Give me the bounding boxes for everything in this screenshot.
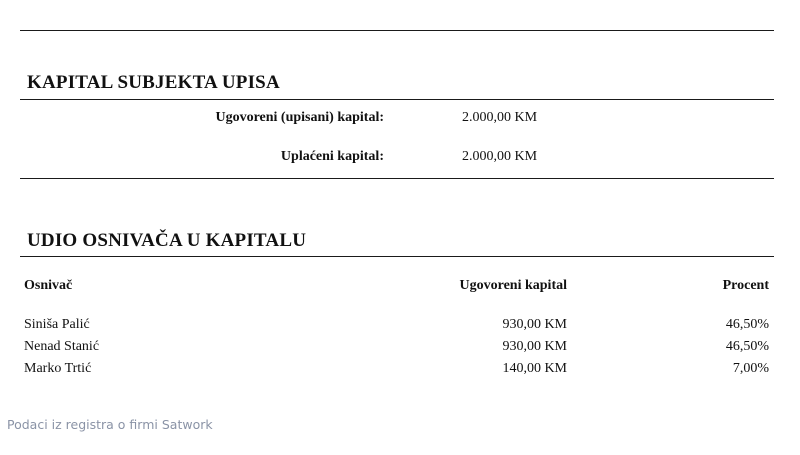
- source-caption: Podaci iz registra o firmi Satwork: [7, 417, 213, 432]
- founder-percent: 46,50%: [725, 317, 769, 332]
- founder-amount: 140,00 KM: [502, 361, 567, 376]
- amount-column-header: Ugovoreni kapital: [459, 278, 567, 293]
- paid-capital-value: 2.000,00 KM: [462, 149, 538, 164]
- founder-column-header: Osnivač: [24, 278, 73, 293]
- contracted-capital-value: 2.000,00 KM: [462, 110, 538, 125]
- founder-percent: 46,50%: [725, 339, 769, 354]
- founder-name: Siniša Palić: [24, 317, 90, 332]
- percent-column-header: Procent: [722, 278, 769, 293]
- founder-amount: 930,00 KM: [502, 339, 567, 354]
- founder-amount: 930,00 KM: [502, 317, 567, 332]
- paid-capital-label: Uplaćeni kapital:: [280, 149, 384, 164]
- founders-section-title: UDIO OSNIVAČA U KAPITALU: [27, 230, 307, 251]
- capital-section-bottom-divider: [20, 178, 774, 179]
- capital-title-underline: [20, 99, 774, 100]
- founder-percent: 7,00%: [732, 361, 769, 376]
- capital-section-title: KAPITAL SUBJEKTA UPISA: [27, 72, 280, 93]
- top-divider: [20, 30, 774, 31]
- contracted-capital-label: Ugovoreni (upisani) kapital:: [215, 110, 384, 125]
- founder-name: Marko Trtić: [24, 361, 92, 376]
- founder-name: Nenad Stanić: [24, 339, 100, 354]
- founders-title-underline: [20, 256, 774, 257]
